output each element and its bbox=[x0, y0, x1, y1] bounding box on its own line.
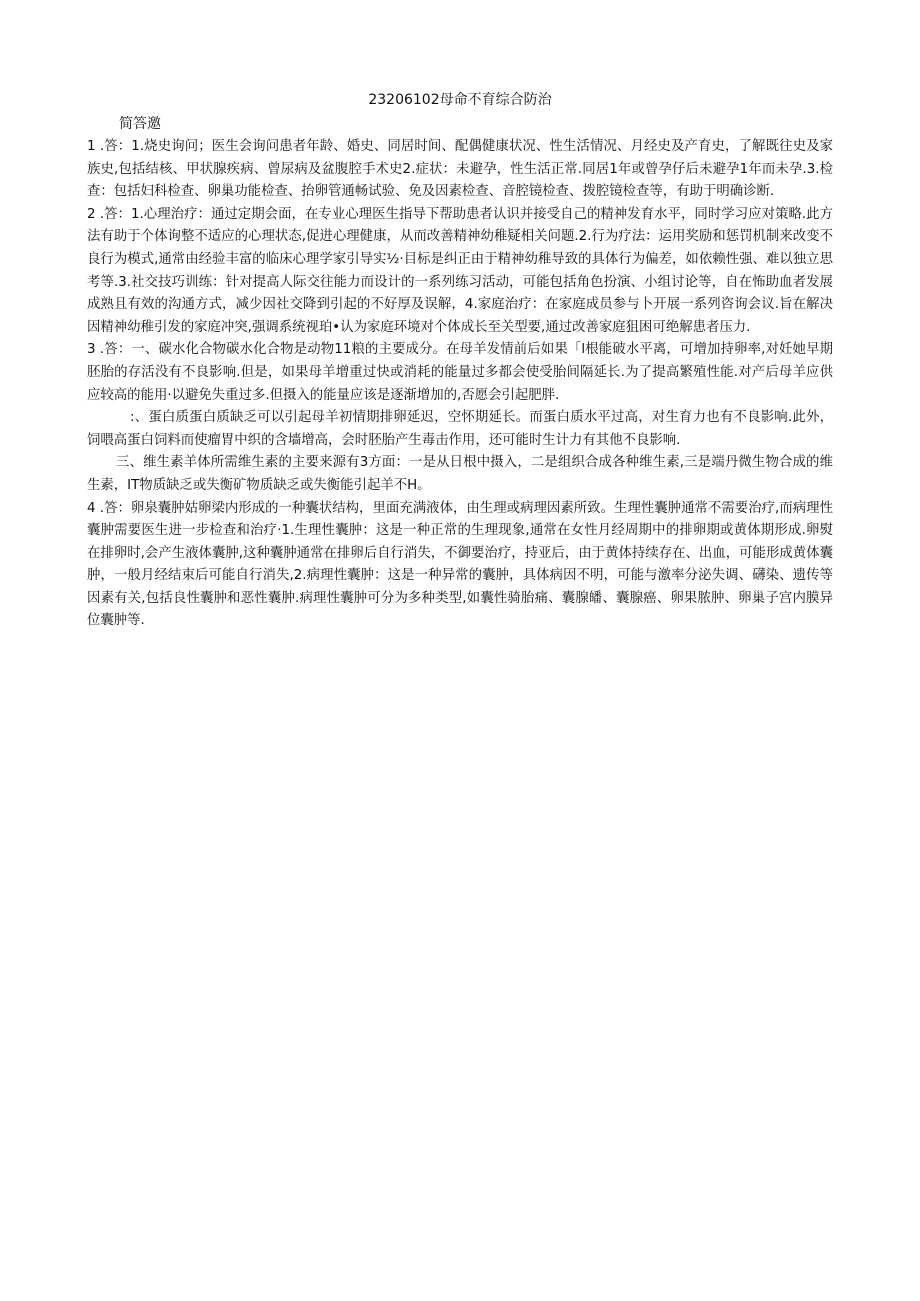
answer-2-paragraph: 2 .答：1.心理治疗：通过定期会面，在专业心理医生指导下帮助患者认识并接受自己的精神发育水平，同时学习应对策略.此方法有助于个体询整不适应的心理状态,促进心理健康，从而改善精神幼稚疑相关问题.2.行为疗法：运用奖励和惩罚机制来改变不良行为模式,通常由经验丰富的临床心理学家引导实½·目标是纠正由于精神幼稚导致的具体行为偏差，如依赖性强、难以独立思考等.3.社交技巧训练：针对提高人际交往能力而设计的一系列练习活动，可能包括角色扮演、小组讨论等，自在怖助血者发展成熟且有效的沟通方式，减少因社交降到引起的不好厚及误解，4.家庭治疗：在家庭成员参与卜开展一系列咨询会议.旨在解决因精神幼稚引发的家庭冲突,强调系统视珀•认为家庭环境对个体成长至关型要,通过改善家庭狙困可绝解患者压力. bbox=[87, 206, 833, 335]
section-heading: 简答邀 bbox=[119, 116, 161, 132]
document-title: 23206102母命不育综合防治 bbox=[368, 92, 552, 108]
answer-3-paragraph: 3 .答：一、碳水化合物碳水化合物是动物11粮的主要成分。在母羊发情前后如果「l根能破水平离，可增加持卵率,对妊她早期胚胎的存活没有不良影响.但是，如果母羊增重过快或消耗的能量过多都会使受胎间隔延长.为了提高繁殖性能.对产后母羊应供应较高的能用·以避免失重过多.但摄入的能量应该是逐渐增加的,否愿会引起肥胖. bbox=[87, 342, 833, 403]
answer-1-paragraph: 1 .答：1.烧史询问；医生会询问患者年龄、婚史、同居时间、配偶健康状况、性生活情况、月经史及产育史，了解既往史及家族史,包括结核、甲状腺疾病、曾尿病及盆腹腔手术史2.症状：未避孕，性生活正常.同居1年或曾孕仔后未避孕1年而未孕.3.检查：包括妇科检查、卵巢功能检查、抬卵管通畅试验、免及因素检查、音腔镜检查、拨腔镜检查等，有助于明确诊断. bbox=[87, 139, 833, 200]
answer-4-paragraph: 4 .答：卵泉囊肿姑卵梁内形成的一种囊状结构，里面充满液体，由生理或病理因素所致。生理性囊肿通常不需要治疗,而病理性囊肿需要医生进一步检查和治疗·1.生理性囊肿：这是一种正常的生理现象,通常在女性月经周期中的排卵期或黄体期形成.卵熨在排卵时,会产生液体囊肿,这种囊肿通常在排卵后自行消失，不御要治疗，持亚后，由于黄体持续存在、出血，可能形成黄体囊肿，一般月经结束后可能自行消失,2.病理性囊肿：这是一种异常的囊肿，具体病因不明，可能与激率分泌失调、礴染、遗传等因素有关,包括良性囊肿和恶性囊肿.病理性囊肿可分为多种类型,如囊性骑胎痛、囊腺皤、囊腺癌、卵果脓肿、卵巢子宫内膜异位囊肿等. bbox=[87, 500, 833, 629]
answer-3-protein-paragraph: :、蛋白质蛋白质缺乏可以引起母羊初情期排卵延迟，空怀期延长。而蛋白质水平过高，对生育力也有不良影响.此外，饲喂高蛋白饲料而使瘤胃中织的含墙增高，会时胚胎产生毒击作用，还可能时生计力有其他不良影响. bbox=[87, 410, 833, 448]
answer-3-vitamin-paragraph: 三、维生素羊体所需维生素的主要来源有3方面：一是从日根中摄入，二是组织合成各种维生素,三是端丹微生物合成的维生素，IT物质缺乏或失衡矿物质缺乏或失衡能引起羊不H。 bbox=[87, 455, 833, 493]
document-body bbox=[87, 136, 833, 633]
